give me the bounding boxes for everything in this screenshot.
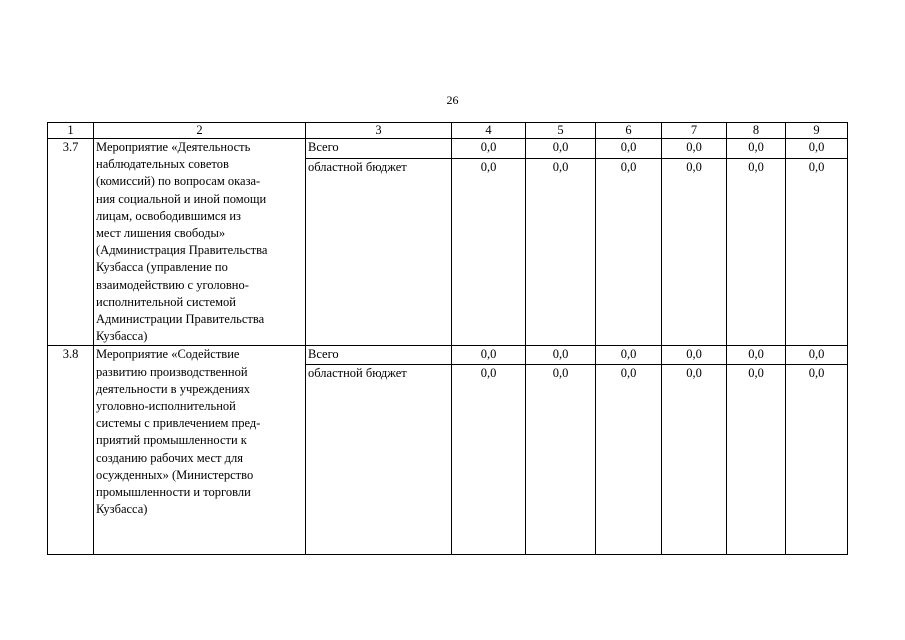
description-line: приятий промышленности к (96, 433, 247, 448)
header-row (48, 123, 848, 139)
funding-source: областной бюджет (306, 158, 452, 346)
description-line: (Администрация Правительства (96, 243, 268, 258)
row-number: 3.7 (48, 139, 94, 346)
description-line: исполнительной системой (96, 294, 236, 309)
description-line: взаимодействию с уголовно- (96, 277, 249, 292)
column-header: 7 (662, 123, 727, 139)
value-cell: 0,0 (662, 364, 727, 554)
table-row (48, 139, 848, 159)
funding-source: Всего (306, 139, 452, 159)
value-cell: 0,0 (662, 346, 727, 364)
value-cell: 0,0 (526, 364, 596, 554)
value-cell: 0,0 (526, 139, 596, 159)
description-line: Мероприятие «Содействие (96, 347, 240, 362)
value-cell: 0,0 (727, 364, 786, 554)
activity-description (94, 346, 306, 554)
budget-table (47, 122, 848, 555)
column-header: 3 (306, 123, 452, 139)
value-cell: 0,0 (452, 158, 526, 346)
column-header: 6 (596, 123, 662, 139)
value-cell: 0,0 (452, 364, 526, 554)
value-cell: 0,0 (596, 364, 662, 554)
table-row (48, 346, 848, 364)
row-number: 3.8 (48, 346, 94, 554)
description-line: Администрации Правительства (96, 312, 265, 327)
column-header: 5 (526, 123, 596, 139)
value-cell: 0,0 (786, 158, 848, 346)
column-header: 1 (48, 123, 94, 139)
value-cell: 0,0 (786, 346, 848, 364)
value-cell: 0,0 (786, 139, 848, 159)
value-cell: 0,0 (452, 139, 526, 159)
funding-source: областной бюджет (306, 364, 452, 554)
description-line: осужденных» (Министерство (96, 467, 254, 482)
funding-source: Всего (306, 346, 452, 364)
description-line: ния социальной и иной помощи (96, 191, 267, 206)
description-line: системы с привлечением пред- (96, 416, 261, 431)
value-cell: 0,0 (727, 158, 786, 346)
description-line: Кузбасса) (96, 502, 148, 517)
column-header: 4 (452, 123, 526, 139)
description-line: деятельности в учреждениях (96, 381, 250, 396)
value-cell: 0,0 (596, 139, 662, 159)
column-header: 9 (786, 123, 848, 139)
description-line: уголовно-исполнительной (96, 399, 236, 414)
column-header: 2 (94, 123, 306, 139)
description-line: наблюдательных советов (96, 157, 229, 172)
description-line: Мероприятие «Деятельность (96, 140, 251, 154)
page-number: 26 (446, 93, 459, 107)
value-cell: 0,0 (596, 346, 662, 364)
description-line: созданию рабочих мест для (96, 450, 243, 465)
value-cell: 0,0 (727, 346, 786, 364)
value-cell: 0,0 (727, 139, 786, 159)
column-header: 8 (727, 123, 786, 139)
description-line: развитию производственной (96, 364, 248, 379)
description-line: Кузбасса (управление по (96, 260, 228, 275)
description-line: (комиссий) по вопросам оказа- (96, 174, 261, 189)
value-cell: 0,0 (526, 346, 596, 364)
description-line: лицам, освободившимся из (96, 208, 241, 223)
description-line: мест лишения свободы» (96, 226, 226, 241)
value-cell: 0,0 (596, 158, 662, 346)
value-cell: 0,0 (662, 139, 727, 159)
activity-description (94, 139, 306, 346)
description-line: Кузбасса) (96, 329, 148, 344)
description-line: промышленности и торговли (96, 485, 251, 500)
value-cell: 0,0 (662, 158, 727, 346)
value-cell: 0,0 (452, 346, 526, 364)
value-cell: 0,0 (786, 364, 848, 554)
value-cell: 0,0 (526, 158, 596, 346)
